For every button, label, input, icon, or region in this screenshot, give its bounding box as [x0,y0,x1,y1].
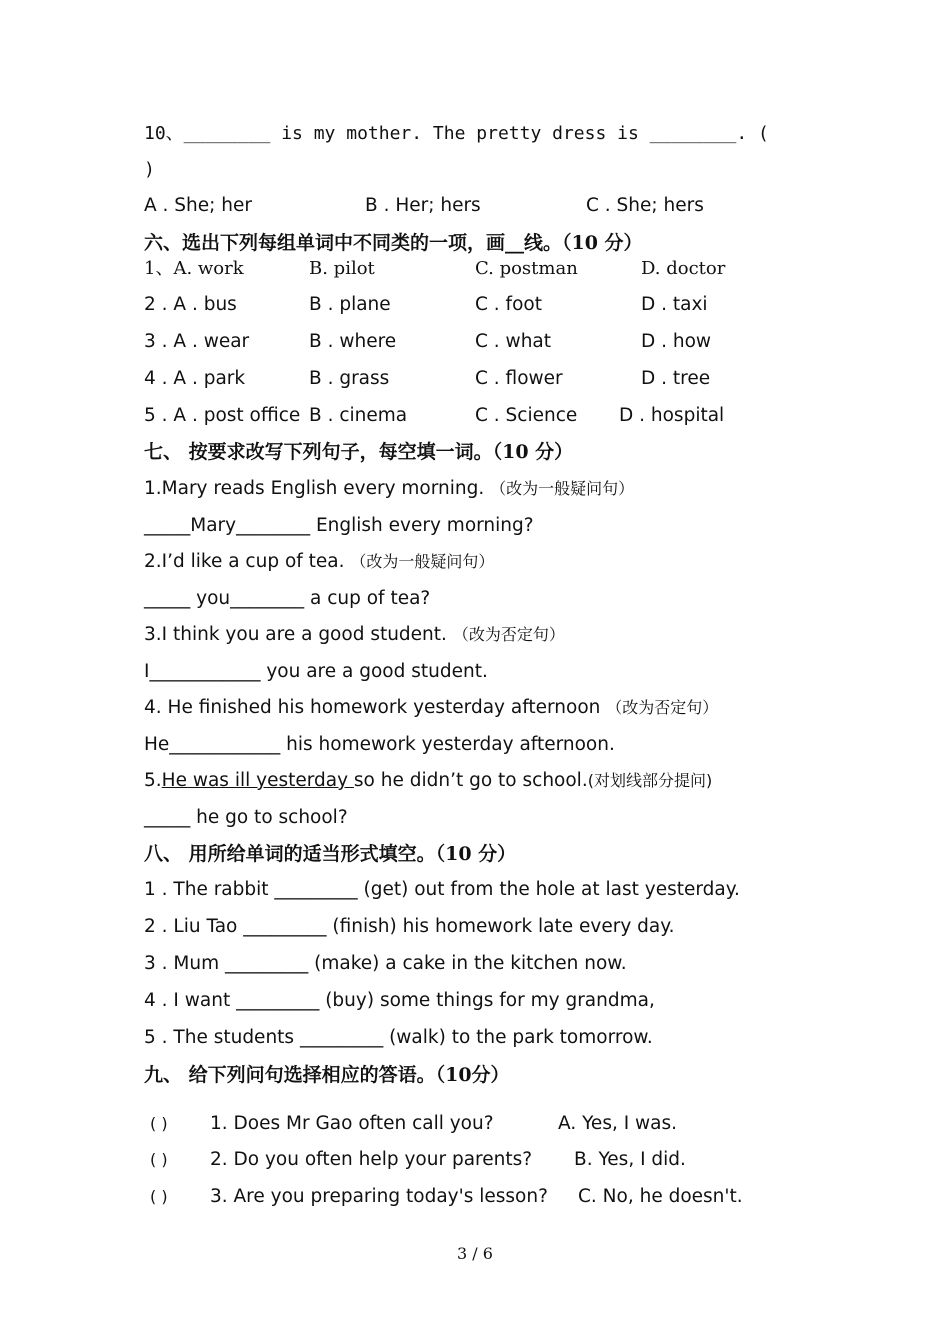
section6-option: D . hospital [619,405,725,426]
section7-answer-line: _____Mary________ English every morning? [144,515,534,536]
section9-answer: C. No, he doesn't. [578,1186,743,1207]
q10-option-a: A . She; her [144,195,252,216]
section9-question: 3. Are you preparing today's lesson? [210,1186,548,1207]
section8-item: 1 . The rabbit _________ (get) out from the hole at last yesterday. [144,879,740,900]
section6-title: 六、选出下列每组单词中不同类的一项，画__线。（10 分） [144,232,643,254]
q10-options [144,194,844,218]
q10-option-c: C . She; hers [586,195,704,216]
q10-paren-close: ) [144,159,155,180]
section6-option: 3 . A . wear [144,331,250,352]
section7-item [144,550,494,574]
answer-bracket: ( ) [150,1114,168,1133]
section6-option: B . where [309,331,397,352]
section8-item: 4 . I want _________ (buy) some things for my grandma, [144,990,655,1011]
section6-row [144,293,844,317]
section7-hint: （改为否定句） [606,698,719,717]
section9-title: 九、 给下列问句选择相应的答语。（10分） [144,1064,510,1086]
section6-option: D . tree [641,368,711,389]
section6-option: B. pilot [309,258,375,279]
section6-row [144,367,844,391]
section7-hint: （改为一般疑问句） [490,479,635,498]
section7-item5-rest: so he didn’t go to school. [353,770,588,791]
section7-item [144,623,565,647]
answer-bracket: ( ) [150,1150,168,1169]
section7-answer-line: _____ you________ a cup of tea? [144,588,431,609]
section7-sentence: 1.Mary reads English every morning. [144,478,491,499]
section9-answer: A. Yes, I was. [558,1113,678,1134]
section7-hint: （改为一般疑问句） [350,552,495,571]
section9-question: 1. Does Mr Gao often call you? [210,1113,494,1134]
section6-option: D . taxi [641,294,708,315]
section7-hint: (对划线部分提问) [587,771,713,790]
section7-item [144,477,634,501]
section8-item: 3 . Mum _________ (make) a cake in the kitchen now. [144,953,627,974]
section6-option: C . what [475,331,552,352]
section7-hint: （改为否定句） [452,625,565,644]
section9-item [150,1185,850,1209]
page-number: 3 / 6 [457,1244,493,1263]
section7-sentence: 4. He finished his homework yesterday afternoon [144,697,607,718]
section6-row [144,257,844,281]
section7-item5-underlined: He was ill yesterday [161,770,354,791]
section7-answer-line: He____________ his homework yesterday afternoon. [144,734,615,755]
section7-answer-line: _____ he go to school? [144,807,348,828]
section6-option: 4 . A . park [144,368,246,389]
section6-option: C. postman [475,258,578,279]
section7-answer-line: I____________ you are a good student. [144,661,488,682]
section6-option: B . cinema [309,405,408,426]
section6-option: B . plane [309,294,391,315]
section7-item5-prefix: 5. [144,770,162,791]
section7-sentence: 3.I think you are a good student. [144,624,453,645]
section6-option: B . grass [309,368,390,389]
q10-option-b: B . Her; hers [365,195,481,216]
answer-bracket: ( ) [150,1187,168,1206]
section9-question: 2. Do you often help your parents? [210,1149,533,1170]
section6-option: D. doctor [641,258,726,279]
section7-item [144,769,712,793]
section6-row [144,330,844,354]
q10-stem: 10、________ is my mother. The pretty dress is ________. ( [144,123,769,144]
section8-item: 2 . Liu Tao _________ (finish) his homework late every day. [144,916,675,937]
section8-item: 5 . The students _________ (walk) to the park tomorrow. [144,1027,653,1048]
section7-title: 七、 按要求改写下列句子，每空填一词。（10 分） [144,441,574,463]
section9-item [150,1112,850,1136]
section6-row [144,404,844,428]
section6-option: C . Science [475,405,578,426]
section9-answer: B. Yes, I did. [574,1149,686,1170]
section9-item [150,1148,850,1172]
section6-option: C . flower [475,368,563,389]
section7-item [144,696,718,720]
section8-title: 八、 用所给单词的适当形式填空。（10 分） [144,843,517,865]
section6-option: C . foot [475,294,542,315]
section6-option: 1、A. work [144,258,244,279]
section7-sentence: 2.I’d like a cup of tea. [144,551,351,572]
section6-option: 2 . A . bus [144,294,237,315]
section6-option: D . how [641,331,712,352]
section6-option: 5 . A . post office [144,405,301,426]
